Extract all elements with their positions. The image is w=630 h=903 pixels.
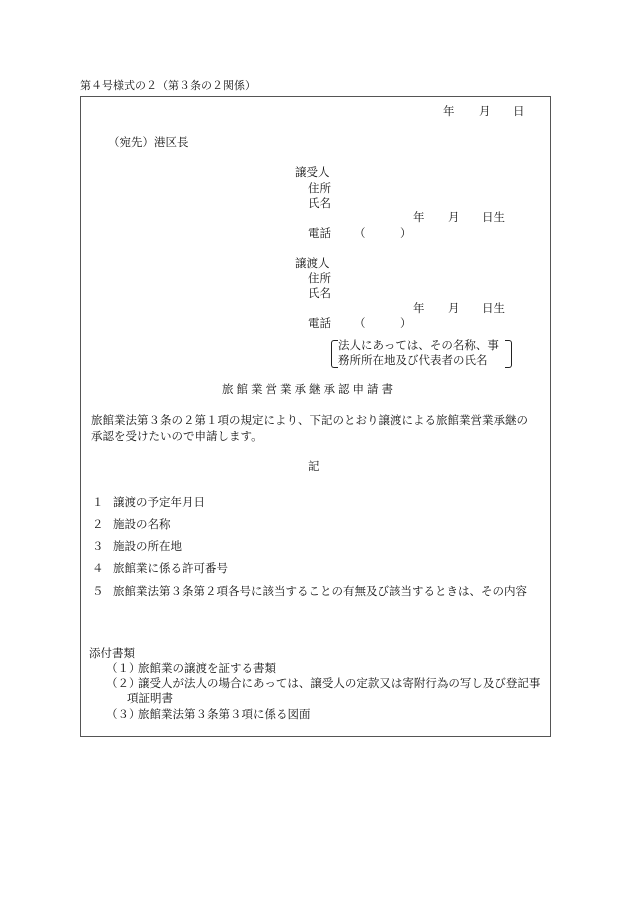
item-text: 施設の名称 [113, 517, 171, 531]
transferor-address-label: 住所 [308, 271, 331, 285]
transferor-dob-month: 月 [448, 301, 460, 315]
date-year-label: 年 [443, 104, 455, 118]
date-day-label: 日 [513, 104, 525, 118]
transferor-dob-day: 日生 [482, 301, 505, 315]
corporate-note-line-1: 法人にあっては、その名称、事 [338, 338, 499, 352]
attachment-number: （１） [106, 661, 141, 675]
attachments-heading: 添付書類 [89, 646, 135, 660]
item-number: ２ [92, 517, 104, 531]
item-text: 譲渡の予定年月日 [113, 495, 205, 509]
transferor-name-label: 氏名 [308, 286, 331, 300]
transferee-heading: 譲受人 [295, 165, 330, 179]
item-number: ５ [92, 584, 104, 598]
note-bracket-right [505, 340, 512, 368]
item-number: ３ [92, 539, 104, 553]
item-text: 施設の所在地 [113, 539, 182, 553]
transferee-dob-day: 日生 [482, 210, 505, 224]
attachment-continuation: 項証明書 [127, 691, 173, 705]
document-title: 旅館業営業承継承認申請書 [222, 382, 396, 396]
item-number: ４ [92, 561, 104, 575]
item-text: 旅館業法第３条第２項各号に該当することの有無及び該当するときは、その内容 [113, 584, 527, 598]
transferor-phone-label: 電話 [308, 316, 331, 330]
transferor-phone-paren: （ ） [354, 316, 412, 330]
transferee-name-label: 氏名 [308, 196, 331, 210]
addressee: （宛先）港区長 [108, 135, 189, 149]
item-text: 旅館業に係る許可番号 [113, 561, 228, 575]
transferor-heading: 譲渡人 [295, 256, 330, 270]
transferee-dob-month: 月 [448, 210, 460, 224]
body-line-2: 承認を受けたいので申請します。 [91, 429, 263, 443]
body-line-1: 旅館業法第３条の２第１項の規定により、下記のとおり譲渡による旅館業営業承継の [91, 413, 528, 427]
transferee-phone-label: 電話 [308, 226, 331, 240]
transferee-dob-year: 年 [413, 210, 425, 224]
note-bracket-left [331, 340, 338, 368]
ki-heading: 記 [308, 459, 320, 473]
form-number: 第４号様式の２（第３条の２関係） [80, 79, 256, 92]
item-number: １ [92, 495, 104, 509]
corporate-note-line-2: 務所所在地及び代表者の氏名 [338, 353, 488, 367]
transferor-dob-year: 年 [413, 301, 425, 315]
attachment-text: 譲受人が法人の場合にあっては、譲受人の定款又は寄附行為の写し及び登記事 [138, 676, 541, 690]
transferee-phone-paren: （ ） [354, 226, 412, 240]
transferee-address-label: 住所 [308, 181, 331, 195]
attachment-text: 旅館業法第３条第３項に係る図面 [138, 707, 311, 721]
attachment-number: （３） [106, 707, 141, 721]
attachment-number: （２） [106, 676, 141, 690]
date-month-label: 月 [479, 104, 491, 118]
attachment-text: 旅館業の譲渡を証する書類 [138, 661, 276, 675]
